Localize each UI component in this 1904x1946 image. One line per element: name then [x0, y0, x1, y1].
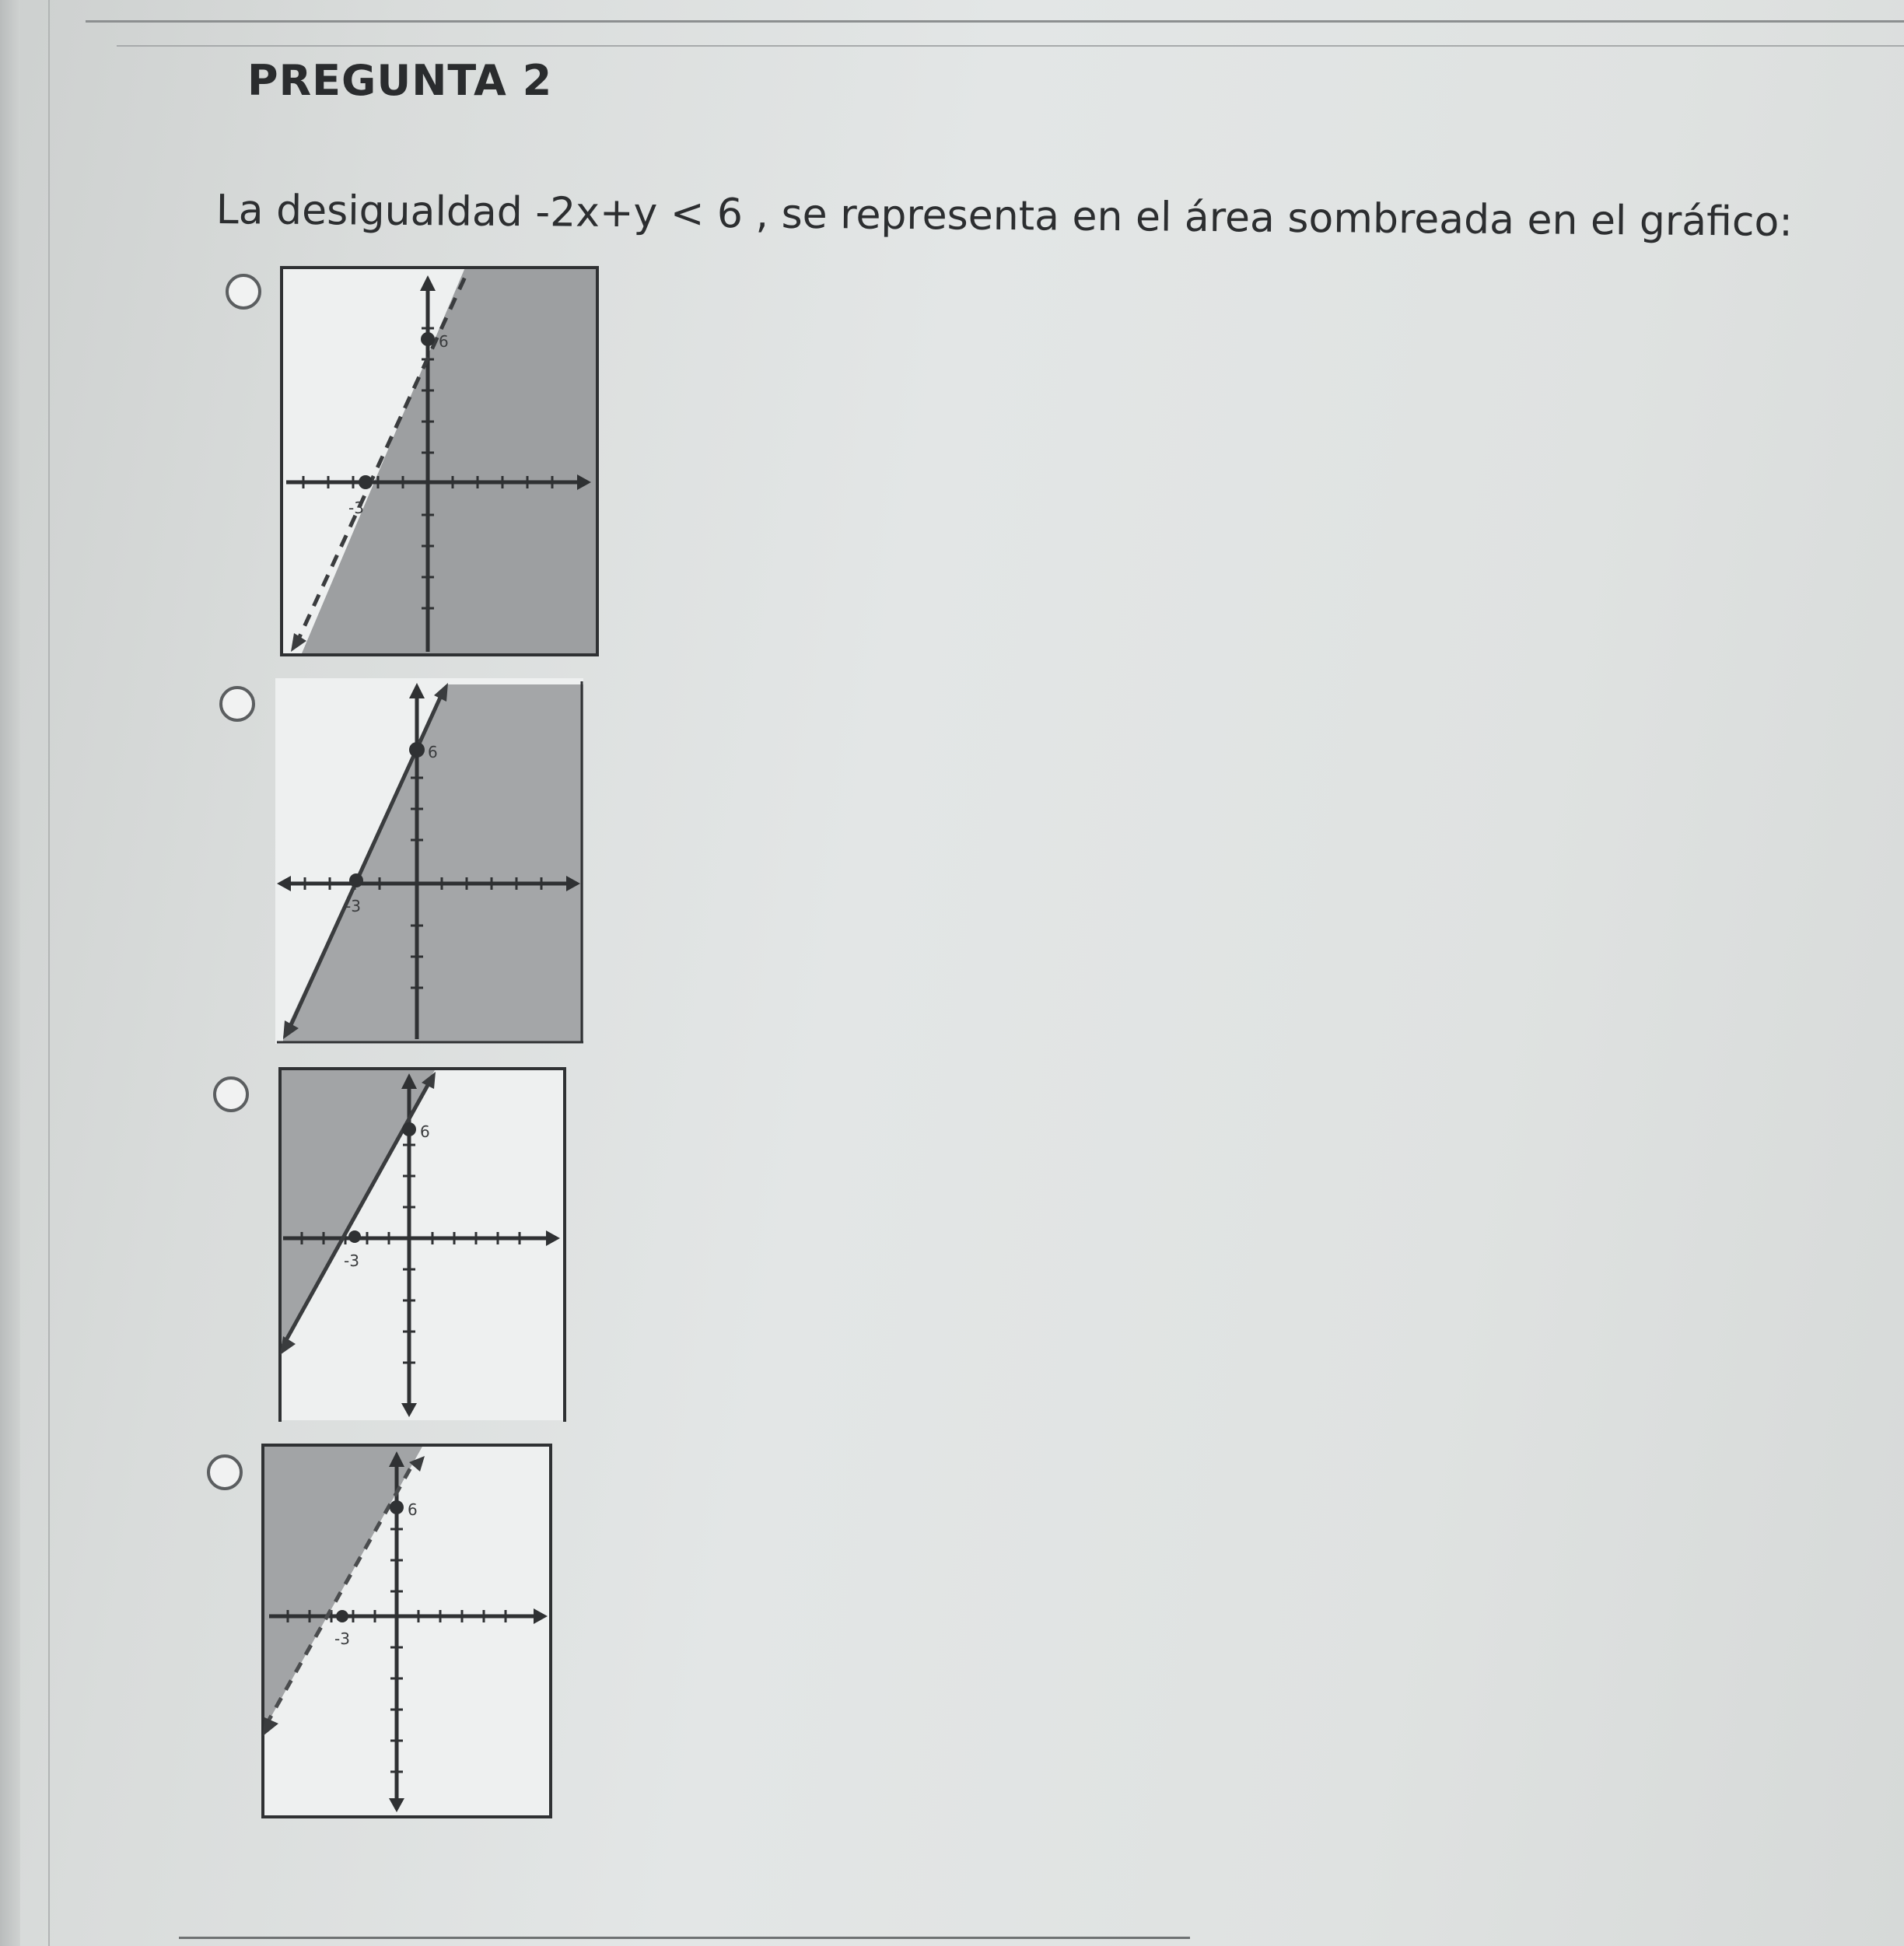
graph-svg — [261, 1444, 554, 1820]
top-divider-secondary — [117, 45, 1904, 47]
graph-option-1 — [280, 266, 599, 656]
x-intercept-point — [359, 475, 373, 489]
question-prompt: La desigualdad -2x+y < 6 , se representa en el área sombreada en el gráfico: — [215, 187, 1794, 246]
graph-svg — [274, 677, 585, 1045]
graph-svg — [280, 266, 599, 656]
y-intercept-label: 6 — [428, 743, 438, 761]
bottom-divider — [179, 1937, 1190, 1939]
x-intercept-label: -3 — [345, 897, 361, 915]
y-intercept-label: 6 — [420, 1122, 430, 1141]
screen-edge — [0, 0, 20, 1946]
x-intercept-label: -3 — [348, 499, 364, 517]
x-intercept-point — [349, 873, 363, 887]
radio-button[interactable] — [207, 1454, 243, 1490]
x-intercept-label: -3 — [344, 1251, 359, 1270]
x-intercept-point — [348, 1230, 361, 1243]
top-divider — [86, 20, 1904, 23]
radio-button[interactable] — [219, 686, 255, 722]
graph-option-4 — [261, 1444, 554, 1820]
y-intercept-point — [421, 332, 435, 346]
graph-svg — [278, 1067, 568, 1422]
y-intercept-point — [402, 1122, 416, 1136]
left-border-line — [48, 0, 50, 1946]
y-intercept-label: 6 — [439, 332, 449, 351]
graph-option-3 — [278, 1067, 568, 1422]
question-title: PREGUNTA 2 — [247, 56, 553, 105]
y-intercept-label: 6 — [408, 1500, 418, 1519]
x-intercept-label: -3 — [334, 1629, 350, 1648]
y-intercept-point — [390, 1500, 404, 1514]
radio-button[interactable] — [226, 274, 261, 310]
radio-button[interactable] — [213, 1076, 249, 1112]
x-intercept-point — [336, 1610, 348, 1622]
y-intercept-point — [409, 742, 425, 758]
graph-option-2 — [274, 677, 585, 1045]
